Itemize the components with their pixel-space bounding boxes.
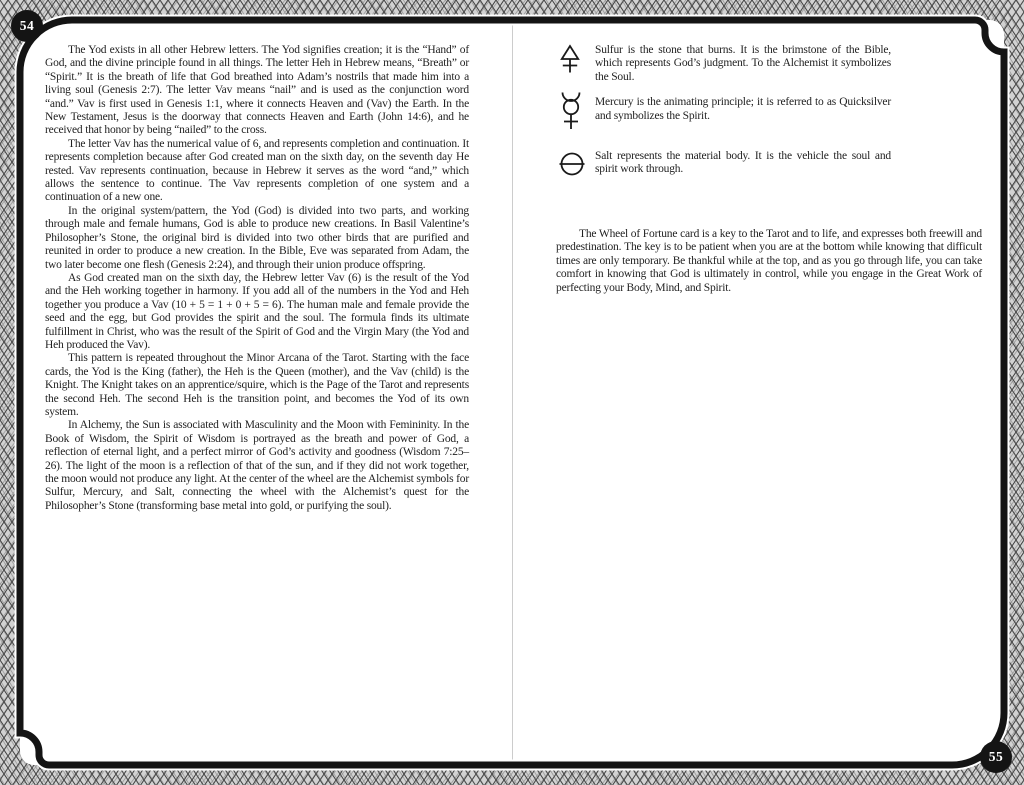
symbol-entry-sulfur	[556, 44, 982, 84]
page-number-badge-right: 55	[980, 741, 1012, 773]
page-gutter-divider	[512, 24, 513, 762]
sulfur-icon	[556, 44, 595, 78]
symbol-entry-mercury	[556, 96, 982, 135]
symbol-entry-salt	[556, 150, 982, 182]
paragraph: In the original system/pattern, the Yod (God) is divided into two parts, and working through male and female humans, God is able to produce new creations. In Basil Valentine’s Philosopher’s Stone, the original bird is divided into two other birds that are purified and reunited in order to produce a new creation. In the Bible, Eve was separated from Adam, the two later become one flesh (Genesis 2:24), and through their union produce offspring.	[45, 204, 469, 271]
salt-icon	[556, 150, 595, 182]
paragraph: In Alchemy, the Sun is associated with Masculinity and the Moon with Femininity. In the Book of Wisdom, the Spirit of Wisdom is portrayed as the breath and power of God, a reflection of eternal light, and a perfect mirror of God’s activity and goodness (Wisdom 7:25–26). The light of the moon is a reflection of that of the sun, and if they did not work together, the moon would not produce any light. At the center of the wheel are the Alchemist symbols for Sulfur, Mercury, and Salt, connecting the wheel with the Alchemist’s quest for the Philosopher’s Stone (transforming base metal into gold, or purifying the soul).	[45, 419, 469, 512]
paragraph: The Wheel of Fortune card is a key to the Tarot and to life, and expresses both freewill and predestination. The key is to be patient when you are at the bottom while knowing that difficult times are only temporary. Be thankful while at the top, and as you go through life, you can take comfort in knowing that God is ultimately in control, while you engage in the Great Work of perfecting your Body, Mind, and Spirit.	[556, 228, 982, 294]
paragraph: As God created man on the sixth day, the Hebrew letter Vav (6) is the result of the Yod and the Heh working together in harmony. If you add all of the numbers in the Yod and Heh together you produce a Vav (10 + 5 = 1 + 0 + 5 = 6). The human male and female provide the seed and the egg, but God provides the spirit and the soul. The formula finds its ultimate fulfillment in Christ, who was the result of the Spirit of God and the Virgin Mary (the Yod and Heh produced the Vav).	[45, 271, 469, 351]
right-page-content-column	[556, 44, 982, 295]
symbol-entry-text: Mercury is the animating principle; it is referred to as Quicksilver and symbolizes the Spirit.	[595, 96, 891, 122]
paragraph: The Yod exists in all other Hebrew letters. The Yod signifies creation; it is the “Hand” of God, and the divine principle found in all things. The letter Heh in Hebrew means, “Breath” or “Spirit.” It is the breath of life that God breathed into Adam’s nostrils that made him into a living soul (Genesis 2:7). The letter Vav means “nail” and is used as the conjunction word “and.” Vav is first used in Genesis 1:1, where it connects Heaven and (Vav) the Earth. In the New Testament, Jesus is the doorway that connects Heaven and Earth (John 14:6), and he received that honor by being “nailed” to the cross.	[45, 44, 469, 137]
mercury-icon	[556, 96, 595, 135]
symbol-entry-text: Sulfur is the stone that burns. It is the brimstone of the Bible, which represents God’s judgment. To the Alchemist it symbolizes the Soul.	[595, 44, 891, 83]
left-page-text-column	[45, 44, 469, 513]
symbol-entry-text: Salt represents the material body. It is the vehicle the soul and spirit work through.	[595, 149, 891, 176]
paragraph: The letter Vav has the numerical value of 6, and represents completion and continuation. It represents completion because after God created man on the sixth day, on the seventh day He rested. Vav represents continuation, because in Hebrew it serves as the word “and,” which allows the sentence to continue. The Vav represents completion of one system and a continuation of a new one.	[45, 137, 469, 204]
page-number-badge-left: 54	[11, 10, 43, 42]
paragraph: This pattern is repeated throughout the Minor Arcana of the Tarot. Starting with the face cards, the Yod is the King (father), the Heh is the Queen (mother), and the Vav (child) is the Knight. The Knight takes on an apprentice/squire, which is the Page of the Tarot and represents the second Heh. The second Heh is the transition point, and becomes the Yod of its own system.	[45, 352, 469, 418]
